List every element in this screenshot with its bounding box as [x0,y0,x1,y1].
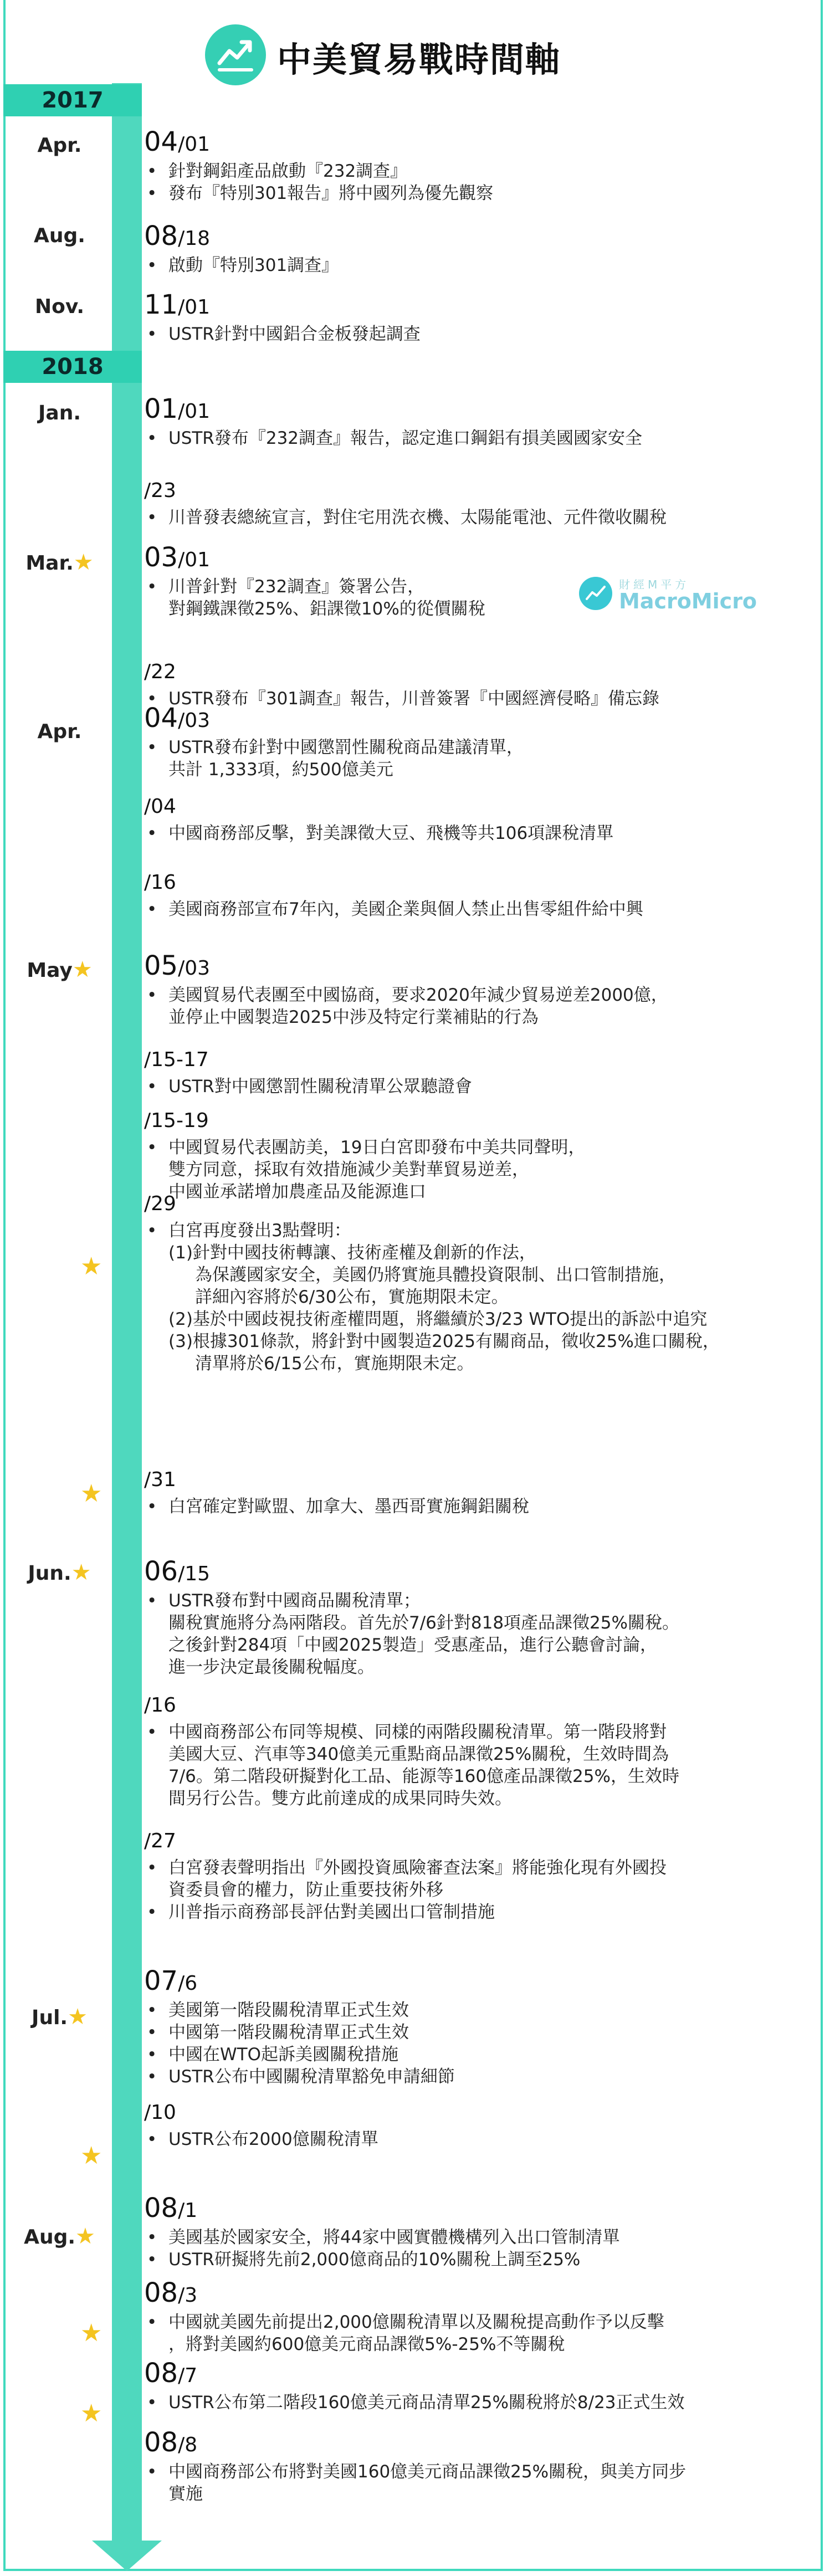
timeline-entry [144,1556,814,1678]
entry-continuation-line: 實施 [168,2484,203,2504]
entry-date [144,703,814,736]
entry-date-day: /22 [144,660,176,683]
entry-bullet: • 中國商務部反擊，對美課徵大豆、飛機等共106項課稅清單 [144,822,814,844]
entry-date [144,2193,814,2226]
entry-bullet: • 川普針對『232調查』簽署公告， [144,576,814,598]
entry-continuation-line: 關稅實施將分為兩階段。首先於7/6針對818項產品課徵25%關稅。 [168,1613,679,1633]
entry-bullet: • 中國就美國先前提出2,000億關稅清單以及關稅提高動作予以反擊 [144,2311,814,2333]
star-icon: ★ [80,2142,103,2170]
year-label-2018: 2018 [3,351,142,383]
entry-date-month: 07 [144,1965,178,1996]
entry-date-day: /18 [178,227,211,250]
entry-date-month: 08 [144,2277,178,2308]
entry-bullet-list [144,1220,814,1242]
entry-bullet: • 美國基於國家安全，將44家中國實體機構列入出口管制清單 [144,2226,814,2249]
entry-bullet: • USTR針對中國鋁合金板發起調查 [144,323,814,345]
month-label-jun-2018 [11,1560,108,1585]
entry-bullet: • 川普發表總統宣言，對住宅用洗衣機、太陽能電池、元件徵收關稅 [144,506,814,529]
entry-date-day: /01 [178,133,211,156]
chart-trend-icon [205,24,266,85]
entry-bullet: • 中國商務部公布同等規模、同樣的兩階段關稅清單。第一階段將對 [144,1721,814,1743]
entry-continuation-line: 雙方同意，採取有效措施減少美對華貿易逆差， [168,1160,529,1180]
entry-date [144,788,814,822]
month-text: Jul. [32,2006,68,2029]
entry-date-day: /16 [144,871,176,894]
entry-date-month: 05 [144,950,178,981]
entry-bullet: • USTR公布中國關稅清單豁免申請細節 [144,2066,814,2088]
entry-continuation-line: 資委員會的權力，防止重要技術外移 [168,1880,443,1900]
entry-date [144,126,814,160]
entry-date [144,654,814,688]
entry-date-day: /03 [178,709,211,732]
entry-date [144,221,814,254]
timeline-entry [144,2358,814,2414]
timeline-entry [144,1042,814,1098]
timeline-entry [144,2427,814,2505]
entry-continuation-line: 中國並承諾增加農產品及能源進口 [168,1182,426,1202]
entry-date-day: /1 [178,2199,198,2222]
entry-date [144,289,814,323]
entry-date-day: /27 [144,1830,176,1852]
timeline-entry [144,950,814,1028]
entry-date [144,950,814,984]
star-icon: ★ [80,1479,103,1508]
entry-bullet-list [144,2226,814,2271]
entry-bullet: • USTR公布2000億關稅清單 [144,2128,814,2150]
entry-bullet-list [144,1857,814,1879]
entry-bullet-list [144,822,814,844]
entry-continuation-line: ，將對美國約600億美元商品課徵5%-25%不等關稅 [168,2334,565,2354]
entry-continuation-line: 並停止中國製造2025中涉及特定行業補貼的行為 [168,1007,539,1027]
entry-bullet-list [144,1721,814,1743]
entry-date [144,1965,814,1999]
entry-bullet-list [144,898,814,920]
entry-date-day: /8 [178,2434,198,2456]
entry-date [144,393,814,427]
entry-date-day: /23 [144,479,176,502]
entry-bullet: • 發布『特別301報告』將中國列為優先觀察 [144,182,814,204]
entry-bullet-list [144,1076,814,1098]
entry-bullet-list [144,506,814,529]
header [0,20,835,86]
entry-continuation-line: 清單將於6/15公布，實施期限未定。 [195,1354,474,1374]
entry-date-month: 01 [144,393,178,424]
timeline-entry [144,126,814,204]
entry-date [144,1186,814,1220]
entry-bullet: • 中國在WTO起訴美國關稅措施 [144,2044,814,2066]
star-icon: ★ [68,2004,88,2030]
entry-bullet-list [144,1999,814,2088]
entry-date-day: /01 [178,400,211,423]
timeline-entry [144,864,814,920]
entry-date [144,2427,814,2461]
page-title: 中美貿易戰時間軸 [277,39,561,80]
entry-bullet-list [144,254,814,276]
timeline-entry [144,2094,814,2150]
entry-bullet-list [144,736,814,759]
entry-continuation-line: (2)基於中國歧視技術產權問題，將繼續於3/23 WTO提出的訴訟中追究 [168,1309,708,1329]
timeline-rail [112,83,142,2543]
month-text: May [27,959,73,982]
entry-date-day: /15-19 [144,1109,209,1132]
entry-date-month: 08 [144,2427,178,2458]
timeline-entry [144,542,814,620]
entry-date-day: /04 [144,795,176,818]
month-label-nov-2017: Nov. [34,295,85,318]
entry-bullet: • USTR公布第二階段160億美元商品清單25%關稅將於8/23正式生效 [144,2391,814,2414]
entry-date-month: 08 [144,221,178,252]
entry-continuation-line: 共計 1,333項，約500億美元 [168,760,393,780]
entry-bullet: • 白宮確定對歐盟、加拿大、墨西哥實施鋼鋁關稅 [144,1496,814,1518]
entry-date [144,1042,814,1076]
entry-bullet: • 中國第一階段關稅清單正式生效 [144,2021,814,2044]
entry-date [144,473,814,506]
timeline-entry [144,393,814,449]
entry-date-day: /31 [144,1468,176,1491]
entry-bullet: • USTR對中國懲罰性關稅清單公眾聽證會 [144,1076,814,1098]
entry-date-day: /10 [144,2101,176,2124]
entry-bullet: • 針對鋼鋁產品啟動『232調查』 [144,160,814,182]
star-icon: ★ [73,550,94,575]
month-label-may-2018 [11,957,108,982]
timeline-entry [144,1965,814,2088]
star-icon: ★ [80,2399,103,2428]
month-label-apr-2018: Apr. [37,720,82,743]
entry-date [144,542,814,576]
entry-bullet: • 美國第一階段關稅清單正式生效 [144,1999,814,2021]
star-icon: ★ [80,2319,103,2347]
entry-bullet: • 白宮發表聲明指出『外國投資風險審查法案』將能強化現有外國投 [144,1857,814,1879]
entry-date-month: 04 [144,703,178,734]
entry-bullet-list [144,1590,814,1612]
entry-bullet: • 中國商務部公布將對美國160億美元商品課徵25%關稅，與美方同步 [144,2461,814,2483]
entry-bullet-list [144,1136,814,1159]
entry-bullet: • 中國貿易代表團訪美，19日白宮即發布中美共同聲明， [144,1136,814,1159]
entry-bullet-list [144,2461,814,2483]
entry-date-day: /7 [178,2364,198,2387]
entry-continuation-line: 之後針對284項「中國2025製造」受惠產品，進行公聽會討論， [168,1635,658,1655]
entry-bullet-list [144,576,814,598]
entry-date-month: 06 [144,1556,178,1587]
entry-date-day: /3 [178,2284,198,2307]
entry-continuation-line: 7/6。第二階段研擬對化工品、能源等160億產品課徵25%，生效時 [168,1766,679,1786]
entry-bullet-list [144,2311,814,2333]
timeline-entry [144,473,814,529]
entry-bullet: • 白宮再度發出3點聲明： [144,1220,814,1242]
timeline-entry [144,2277,814,2355]
entry-date [144,1823,814,1857]
entry-date-month: 11 [144,289,178,320]
timeline-entry [144,289,814,345]
star-icon: ★ [75,2224,95,2249]
month-label-jan-2018: Jan. [38,402,81,424]
entry-bullet: • 美國商務部宣布7年內，美國企業與個人禁止出售零組件給中興 [144,898,814,920]
month-label-aug-2018 [11,2224,108,2249]
entry-bullet-list [144,2128,814,2150]
year-label-2017: 2017 [3,84,142,116]
entry-date-day: /01 [178,296,211,319]
timeline-entry [144,1462,814,1518]
entry-bullet: • USTR發布『301調查』報告，川普簽署『中國經濟侵略』備忘錄 [144,688,814,710]
entry-date [144,2277,814,2311]
entry-bullet-list [144,323,814,345]
entry-continuation-line: 間另行公告。雙方此前達成的成果同時失效。 [168,1789,512,1809]
entry-date-day: /03 [178,957,211,980]
timeline-entry [144,221,814,276]
star-icon: ★ [71,1560,91,1585]
month-text: Aug. [24,2226,76,2249]
entry-date-day: /6 [178,1972,198,1995]
entry-date-month: 08 [144,2358,178,2389]
month-text: Mar. [25,552,74,575]
entry-date-month: 04 [144,126,178,157]
timeline-entry [144,703,814,781]
entry-bullet-list [144,1901,814,1923]
entry-bullet: • 啟動『特別301調查』 [144,254,814,276]
entry-continuation-line: 詳細內容將於6/30公布，實施期限未定。 [195,1287,509,1307]
entry-date [144,2358,814,2391]
entry-continuation-line: (1)針對中國技術轉讓、技術產權及創新的作法， [168,1243,536,1263]
entry-date-day: /16 [144,1694,176,1717]
entry-date [144,1556,814,1590]
entry-continuation-line: 對鋼鐵課徵25%、鋁課徵10%的從價關稅 [168,599,485,619]
timeline-entry [144,1186,814,1375]
entry-bullet: • USTR發布對中國商品關稅清單； [144,1590,814,1612]
entry-continuation-line: (3)根據301條款，將針對中國製造2025有關商品，徵收25%進口關稅， [168,1331,720,1351]
timeline-entry [144,1687,814,1810]
entry-bullet-list [144,427,814,449]
entry-continuation-line: 進一步決定最後關稅幅度。 [168,1657,375,1677]
entry-bullet: • USTR研擬將先前2,000億商品的10%關稅上調至25% [144,2249,814,2271]
month-label-aug-2017: Aug. [34,224,85,247]
timeline-entry [144,654,814,710]
entry-date-month: 03 [144,542,178,573]
entry-bullet: • USTR發布『232調查』報告，認定進口鋼鋁有損美國國家安全 [144,427,814,449]
entry-bullet-list [144,2391,814,2414]
watermark-brand-text: MacroMicro [619,589,757,613]
month-text: Jun. [28,1562,71,1585]
entry-bullet-list [144,984,814,1006]
star-icon: ★ [72,957,93,982]
entry-continuation-line: 為保護國家安全，美國仍將實施具體投資限制、出口管制措施， [195,1265,676,1285]
timeline-entry [144,2193,814,2271]
month-label-mar-2018 [11,550,108,575]
entry-date [144,1103,814,1136]
entry-date-day: /15 [178,1563,211,1585]
entry-date [144,1462,814,1496]
entry-date [144,1687,814,1721]
entry-date-day: /29 [144,1192,176,1215]
entry-date-day: /01 [178,549,211,571]
month-label-apr-2017: Apr. [37,134,82,157]
entry-date-month: 08 [144,2193,178,2224]
watermark-small-text: 財經M平方 [619,578,690,591]
timeline-entry [144,788,814,844]
entry-bullet: • 川普指示商務部長評估對美國出口管制措施 [144,1901,814,1923]
entry-bullet: • USTR發布針對中國懲罰性關稅商品建議清單， [144,736,814,759]
entry-bullet-list [144,1496,814,1518]
entry-date-day: /15-17 [144,1048,209,1071]
star-icon: ★ [80,1252,103,1281]
timeline-entry [144,1823,814,1923]
timeline-arrow-down-icon [92,2541,162,2571]
entry-bullet-list [144,160,814,204]
entry-date [144,2094,814,2128]
entry-date [144,864,814,898]
entry-bullet: • 美國貿易代表團至中國協商，要求2020年減少貿易逆差2000億， [144,984,814,1006]
month-label-jul-2018 [11,2004,108,2030]
entry-continuation-line: 美國大豆、汽車等340億美元重點商品課徵25%關稅，生效時間為 [168,1744,669,1764]
